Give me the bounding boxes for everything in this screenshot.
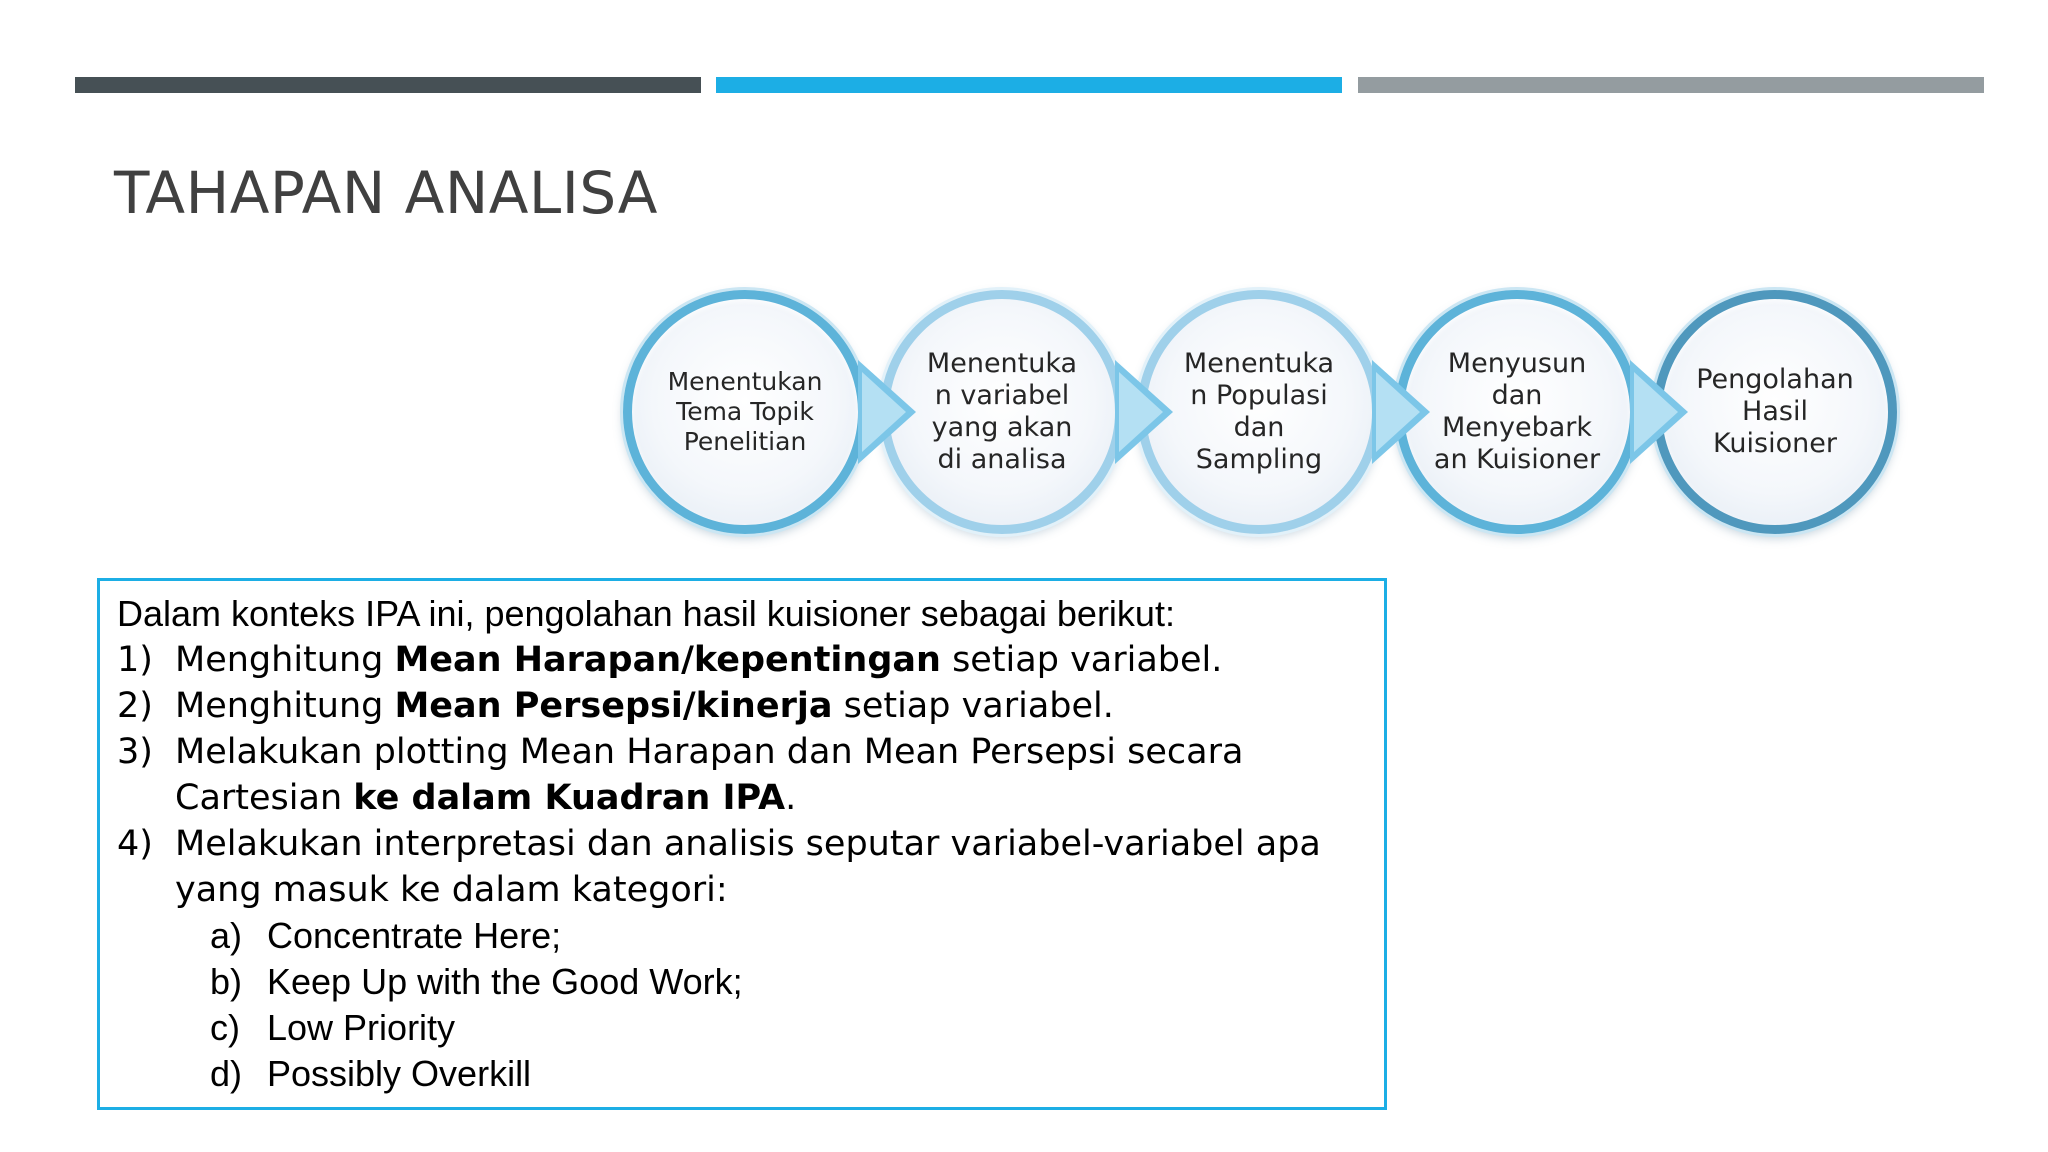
list-item — [117, 683, 1370, 729]
process-step-label: Menentuka n Populasi dan Sampling — [1183, 348, 1335, 475]
category-text: Keep Up with the Good Work; — [267, 961, 743, 1002]
process-step-label: Pengolahan Hasil Kuisioner — [1696, 364, 1854, 459]
category-list — [117, 913, 1370, 1097]
category-item — [210, 1051, 1370, 1097]
process-step-5 — [1653, 290, 1897, 534]
item-text-end: setiap variabel. — [832, 686, 1114, 726]
accent-bar-gray — [1358, 77, 1984, 93]
accent-bar-blue — [716, 77, 1342, 93]
process-step-label: Menentukan Tema Topik Penelitian — [667, 367, 823, 456]
list-number: 2) — [117, 686, 153, 726]
item-bold-text: ke dalam Kuadran IPA — [353, 778, 786, 818]
category-text: Possibly Overkill — [267, 1053, 532, 1094]
item-text: Menghitung — [175, 640, 395, 680]
list-item — [117, 729, 1370, 821]
item-text-end: . — [785, 778, 797, 818]
category-letter: b) — [210, 961, 243, 1002]
item-text: Menghitung — [175, 686, 395, 726]
process-step-1 — [623, 290, 867, 534]
process-step-3 — [1137, 290, 1381, 534]
item-bold-text: Mean Harapan/kepentingan — [394, 640, 941, 680]
category-item — [210, 913, 1370, 959]
process-step-4 — [1395, 290, 1639, 534]
slide-title: TAHAPAN ANALISA — [114, 159, 658, 227]
category-letter: a) — [210, 915, 243, 956]
item-bold-text: Mean Persepsi/kinerja — [394, 686, 833, 726]
content-box — [97, 578, 1387, 1110]
list-item — [117, 637, 1370, 683]
process-step-label: Menyusun dan Menyebark an Kuisioner — [1433, 348, 1601, 475]
item-text: Melakukan interpretasi dan analisis seputar variabel-variabel apa yang masuk ke dalam kategori: — [175, 824, 1321, 910]
steps-list — [117, 637, 1370, 913]
item-text-end: setiap variabel. — [940, 640, 1223, 680]
category-letter: c) — [210, 1007, 240, 1048]
process-step-2 — [880, 290, 1124, 534]
category-item — [210, 959, 1370, 1005]
list-item — [117, 821, 1370, 913]
list-number: 3) — [117, 732, 153, 772]
list-number: 4) — [117, 824, 153, 864]
category-letter: d) — [210, 1053, 243, 1094]
list-number: 1) — [117, 640, 153, 680]
arrow-right-icon — [1372, 360, 1430, 464]
item-text: Melakukan plotting Mean Harapan dan Mean Persepsi secara Cartesian — [175, 732, 1244, 818]
process-step-label: Menentuka n variabel yang akan di analisa — [926, 348, 1078, 475]
category-item — [210, 1005, 1370, 1051]
arrow-right-icon — [1630, 360, 1688, 464]
category-text: Low Priority — [267, 1007, 456, 1048]
intro-text: Dalam konteks IPA ini, pengolahan hasil kuisioner sebagai berikut: — [117, 593, 1175, 634]
arrow-right-icon — [1115, 360, 1173, 464]
category-text: Concentrate Here; — [267, 915, 562, 956]
arrow-right-icon — [858, 360, 916, 464]
accent-bar-dark — [75, 77, 701, 93]
